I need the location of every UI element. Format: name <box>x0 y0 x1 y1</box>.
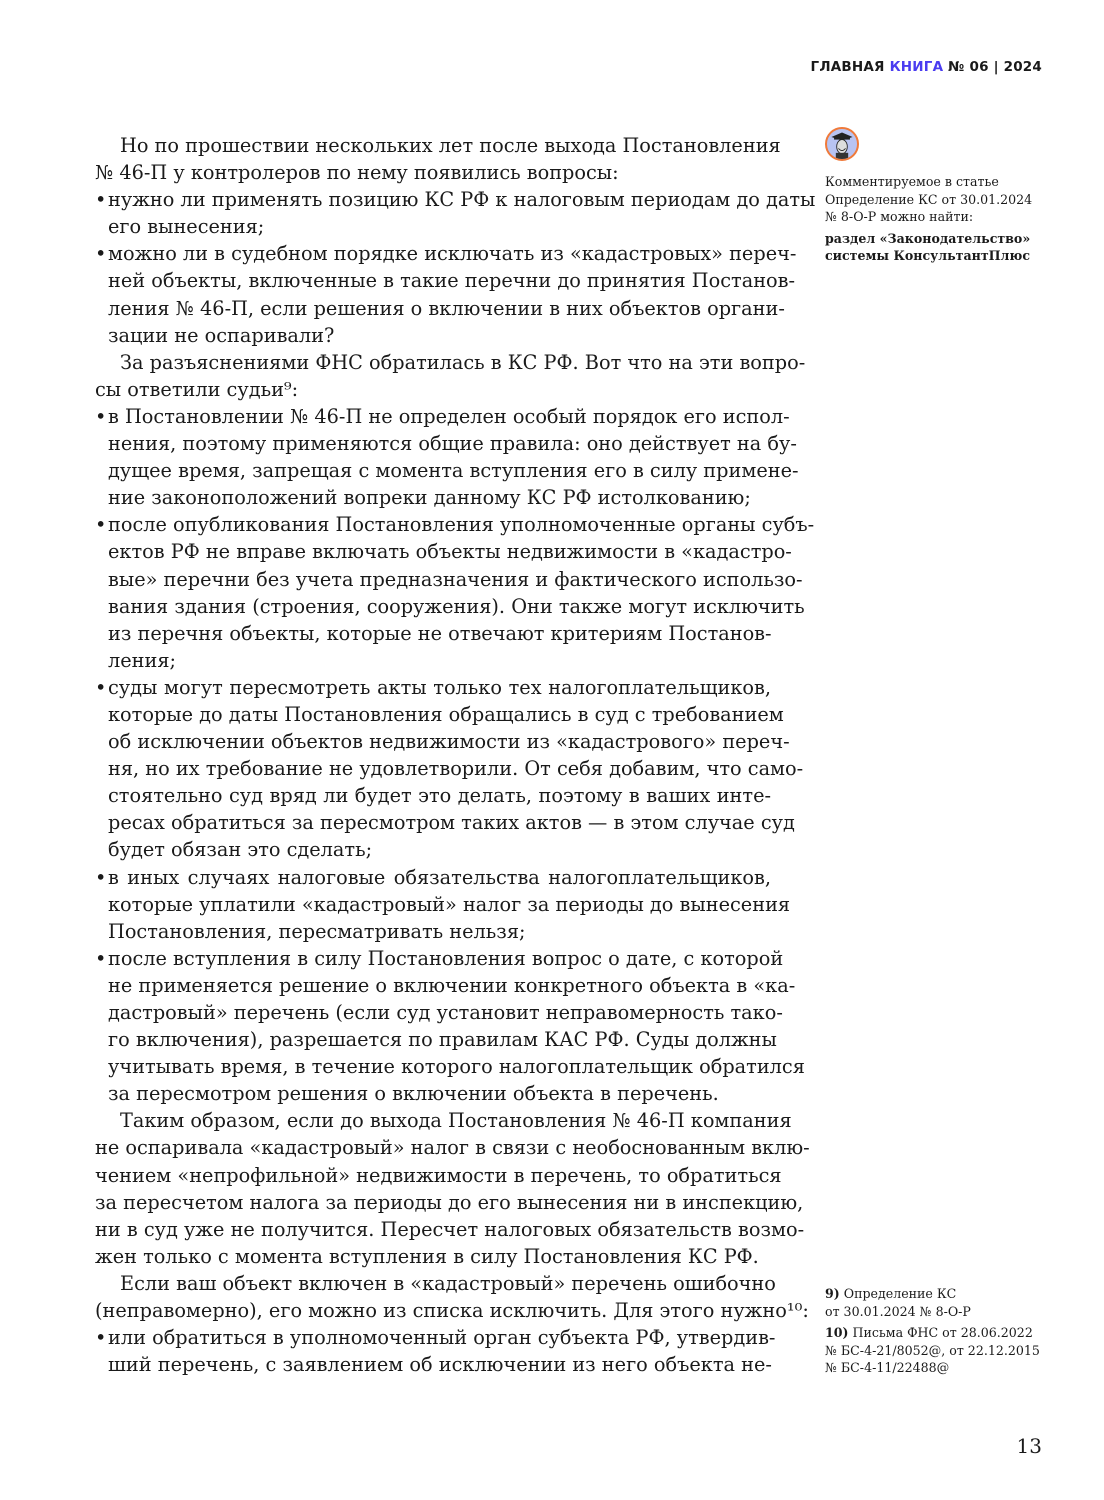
text-line: которые уплатили «кадастровый» налог за периоды до вынесения <box>108 892 791 916</box>
footnote-text: № БС-4-21/8052@, от 22.12.2015 <box>825 1342 1040 1358</box>
text-line: ления № 46-П, если решения о включении в них объектов органи- <box>108 296 785 320</box>
sidebar-note <box>825 173 1055 265</box>
bullet-icon: • <box>95 242 107 266</box>
paragraph <box>95 1270 809 1324</box>
text-line: которые до даты Постановления обращались в суд с требованием <box>108 702 784 726</box>
text-line: дущее время, запрещая с момента вступления его в силу примене- <box>108 459 799 483</box>
text-line: • после вступления в силу Постановления вопрос о дате, с которой <box>95 945 771 972</box>
text-line: стоятельно суд вряд ли будет это делать, поэтому в ваших инте- <box>108 784 771 808</box>
header-issue: № 06 | 2024 <box>948 59 1042 75</box>
bullet-icon: • <box>95 1326 107 1350</box>
text-line: Постановления, пересматривать нельзя; <box>108 919 526 943</box>
article-body <box>95 132 816 1378</box>
header-title-accent: КНИГА <box>889 59 944 75</box>
text-line: го включения), разрешается по правилам КАС РФ. Суды должны <box>108 1028 777 1052</box>
paragraph <box>95 349 806 403</box>
paragraph <box>95 132 781 186</box>
bullet-item <box>95 403 799 511</box>
text-line: за пересмотром решения о включении объекта в перечень. <box>108 1082 719 1106</box>
text-line: его вынесения; <box>108 215 265 239</box>
text-line: нения, поэтому применяются общие правила: оно действует на бу- <box>108 432 797 456</box>
text-line: будет обязан это сделать; <box>108 838 373 862</box>
footnote-text: Письма ФНС от 28.06.2022 <box>852 1325 1033 1340</box>
text-line: • после опубликования Постановления уполномоченные органы субъ- <box>95 511 771 538</box>
text-line: Таким образом, если до выхода Постановления № 46-П компания <box>120 1109 792 1133</box>
text-line: • в Постановлении № 46-П не определен особый порядок его испол- <box>95 403 771 430</box>
text-line: ресах обратиться за пересмотром таких актов — в этом случае суд <box>108 811 795 835</box>
bullet-item <box>95 674 804 864</box>
text-line: из перечня объекты, которые не отвечают критериям Постанов- <box>108 621 772 645</box>
footnotes <box>825 1285 1055 1377</box>
text-line: жен только с момента вступления в силу Постановления КС РФ. <box>95 1244 759 1268</box>
paragraph <box>95 1107 810 1270</box>
page-number: 13 <box>1016 1434 1042 1458</box>
note-line: Определение КС от 30.01.2024 <box>825 191 1033 207</box>
bullet-icon: • <box>95 188 107 212</box>
text-line: ления; <box>108 648 177 672</box>
header-title-main: ГЛАВНАЯ <box>810 59 885 75</box>
note-source-line: раздел «Законодательство» <box>825 230 1031 246</box>
bullet-item <box>95 511 815 674</box>
text-line: вые» перечни без учета предназначения и фактического использо- <box>108 567 803 591</box>
footnote-9 <box>825 1285 1055 1303</box>
text-line: • можно ли в судебном порядке исключать из «кадастровых» переч- <box>95 240 771 267</box>
text-line: зации не оспаривали? <box>108 323 335 347</box>
bullet-item <box>95 945 805 1108</box>
text-line: Если ваш объект включен в «кадастровый» перечень ошибочно <box>120 1271 776 1295</box>
bullet-icon: • <box>95 404 107 428</box>
text-line: не оспаривала «кадастровый» налог в связи с необоснованным вклю- <box>95 1136 810 1160</box>
text-line: вания здания (строения, сооружения). Они также могут исключить <box>108 594 805 618</box>
bullet-item <box>95 1324 776 1378</box>
text-line: • или обратиться в уполномоченный орган субъекта РФ, утвердив- <box>95 1324 771 1351</box>
bullet-icon: • <box>95 675 107 699</box>
text-line: сы ответили судьи⁹: <box>95 377 299 401</box>
text-line: ня, но их требование не удовлетворили. От себя добавим, что само- <box>108 757 804 781</box>
text-line: ектов РФ не вправе включать объекты недвижимости в «кадастро- <box>108 540 792 564</box>
text-line: ший перечень, с заявлением об исключении из него объекта не- <box>108 1353 772 1377</box>
text-line: За разъяснениями ФНС обратилась в КС РФ. Вот что на эти вопро- <box>120 350 806 374</box>
bullet-icon: • <box>95 513 107 537</box>
footnote-number: 10) <box>825 1325 849 1340</box>
text-line: ние законоположений вопреки данному КС РФ истолкованию; <box>108 486 751 510</box>
text-line: ней объекты, включенные в такие перечни до принятия Постанов- <box>108 269 796 293</box>
running-header <box>811 59 1042 75</box>
bullet-icon: • <box>95 865 107 889</box>
text-line: об исключении объектов недвижимости из «кадастрового» переч- <box>108 730 790 754</box>
text-line: № 46-П у контролеров по нему появились вопросы: <box>95 161 619 185</box>
text-line: (неправомерно), его можно из списка исключить. Для этого нужно¹⁰: <box>95 1299 809 1323</box>
note-source-line: системы КонсультантПлюс <box>825 248 1031 263</box>
text-line: • нужно ли применять позицию КС РФ к налоговым периодам до даты <box>95 186 771 213</box>
footnote-number: 9) <box>825 1286 840 1301</box>
footnote-text: Определение КС <box>843 1286 957 1301</box>
bullet-item <box>95 186 816 240</box>
text-line: • в иных случаях налоговые обязательства налогоплательщиков, <box>95 864 771 891</box>
text-line: Но по прошествии нескольких лет после выхода Постановления <box>120 134 781 157</box>
note-line: Комментируемое в статье <box>825 174 999 189</box>
footnote-10 <box>825 1324 1055 1342</box>
bullet-item <box>95 240 797 348</box>
bullet-item <box>95 864 791 945</box>
text-line: учитывать время, в течение которого налогоплательщик обратился <box>108 1055 805 1079</box>
text-line: ни в суд уже не получится. Пересчет налоговых обязательств возмо- <box>95 1217 805 1241</box>
footnote-text: от 30.01.2024 № 8-О-Р <box>825 1303 971 1319</box>
footnote-text: № БС-4-11/22488@ <box>825 1360 950 1375</box>
text-line: чением «непрофильной» недвижимости в перечень, то обратиться <box>95 1163 782 1187</box>
note-line: № 8-О-Р можно найти: <box>825 209 974 224</box>
text-line: не применяется решение о включении конкретного объекта в «ка- <box>108 973 796 997</box>
text-line: • суды могут пересмотреть акты только тех налогоплательщиков, <box>95 674 771 701</box>
professor-portrait-icon <box>825 127 859 161</box>
text-line: дастровый» перечень (если суд установит неправомерность тако- <box>108 1001 783 1024</box>
text-line: за пересчетом налога за периоды до его вынесения ни в инспекцию, <box>95 1190 804 1214</box>
bullet-icon: • <box>95 946 107 970</box>
